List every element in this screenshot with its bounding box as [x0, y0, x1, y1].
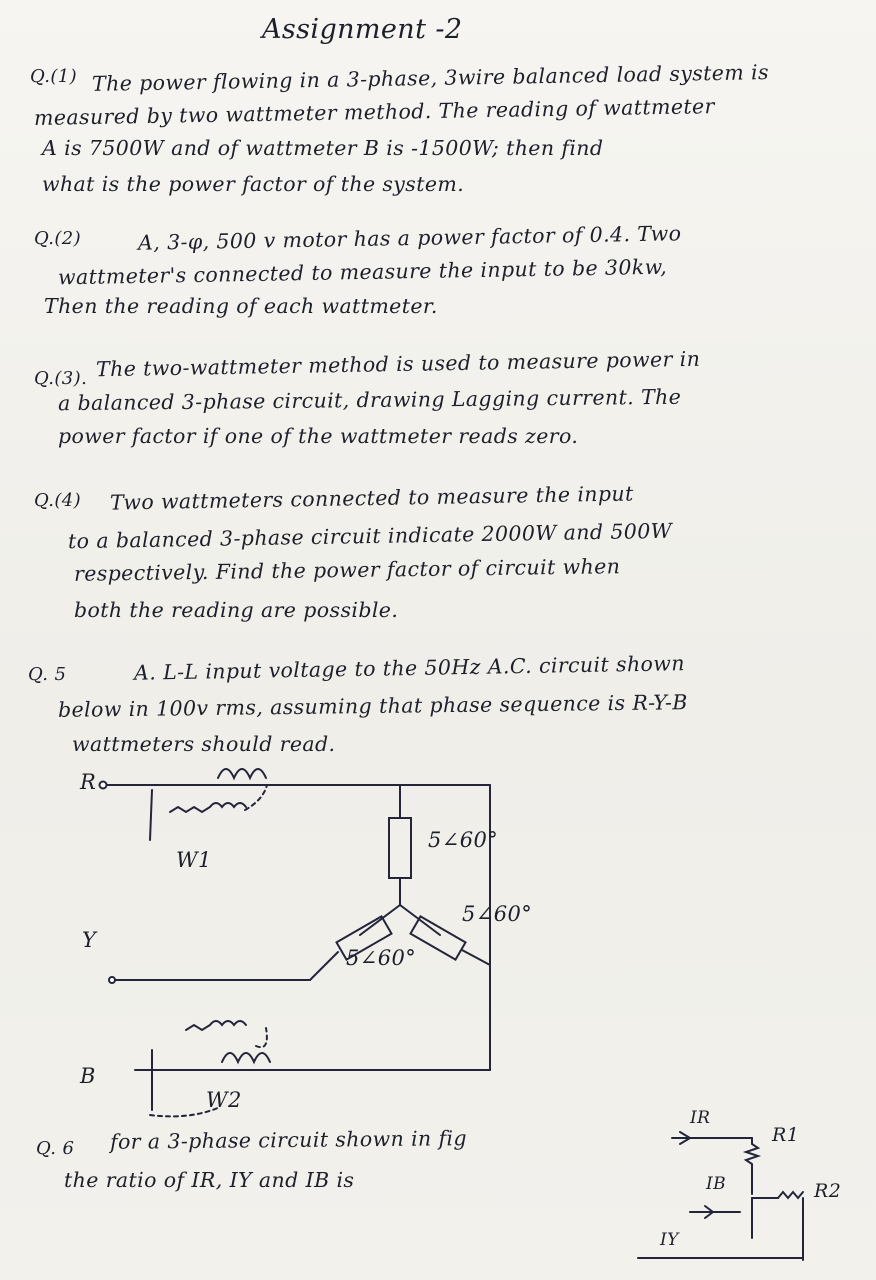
q6-line-2: the ratio of IR, IY and IB is [64, 1168, 355, 1192]
q4-line-3: respectively. Find the power factor of circuit when [73, 554, 621, 586]
impedance-label-3: 5∠60° [346, 946, 417, 970]
q2-line-3: Then the reading of each wattmeter. [44, 294, 438, 318]
q1-line-3: A is 7500W and of wattmeter B is -1500W; then find [42, 136, 604, 160]
resistor-label-r1: R1 [772, 1124, 800, 1146]
current-label-ib: IB [706, 1174, 727, 1194]
q5-line-1: A. L-L input voltage to the 50Hz A.C. circuit shown [133, 651, 686, 685]
q3-line-1: The two-wattmeter method is used to measure power in [95, 346, 701, 382]
q4-line-4: both the reading are possible. [74, 598, 399, 622]
impedance-label-2: 5∠60° [462, 902, 533, 926]
current-label-ir: IR [690, 1108, 711, 1128]
wattmeter-label-w1: W1 [176, 848, 212, 872]
q2-number: Q.(2) [34, 228, 82, 249]
current-label-iy: IY [660, 1230, 679, 1250]
q5-line-2: below in 100v rms, assuming that phase sequence is R-Y-B [57, 690, 688, 722]
q1-number: Q.(1) [30, 66, 78, 87]
terminal-label-r: R [80, 770, 97, 794]
q2-line-2: wattmeter's connected to measure the input to be 30kw, [57, 254, 668, 290]
q6-number: Q. 6 [36, 1138, 75, 1159]
q4-number: Q.(4) [34, 490, 82, 511]
q1-line-1: The power flowing in a 3-phase, 3wire balanced load system is [91, 60, 770, 96]
q5-number: Q. 5 [28, 664, 67, 685]
impedance-label-1: 5∠60° [428, 828, 499, 852]
q3-number: Q.(3). [34, 368, 88, 389]
q3-line-3: power factor if one of the wattmeter reads zero. [58, 424, 579, 448]
q3-line-2: a balanced 3-phase circuit, drawing Lagging current. The [57, 384, 682, 416]
page-title: Assignment -2 [262, 14, 463, 45]
q2-line-1: A, 3-φ, 500 v motor has a power factor of 0.4. Two [137, 221, 682, 255]
q1-line-4: what is the power factor of the system. [42, 172, 465, 196]
q4-line-1: Two wattmeters connected to measure the input [109, 481, 634, 515]
terminal-label-b: B [80, 1064, 96, 1088]
resistor-label-r2: R2 [814, 1180, 842, 1202]
q1-line-2: measured by two wattmeter method. The reading of wattmeter [33, 94, 715, 130]
wattmeter-label-w2: W2 [206, 1088, 242, 1112]
q5-line-3: wattmeters should read. [72, 732, 336, 756]
terminal-label-y: Y [82, 928, 97, 952]
q4-line-2: to a balanced 3-phase circuit indicate 2000W and 500W [67, 518, 673, 554]
q6-line-1: for a 3-phase circuit shown in fig [109, 1126, 468, 1154]
